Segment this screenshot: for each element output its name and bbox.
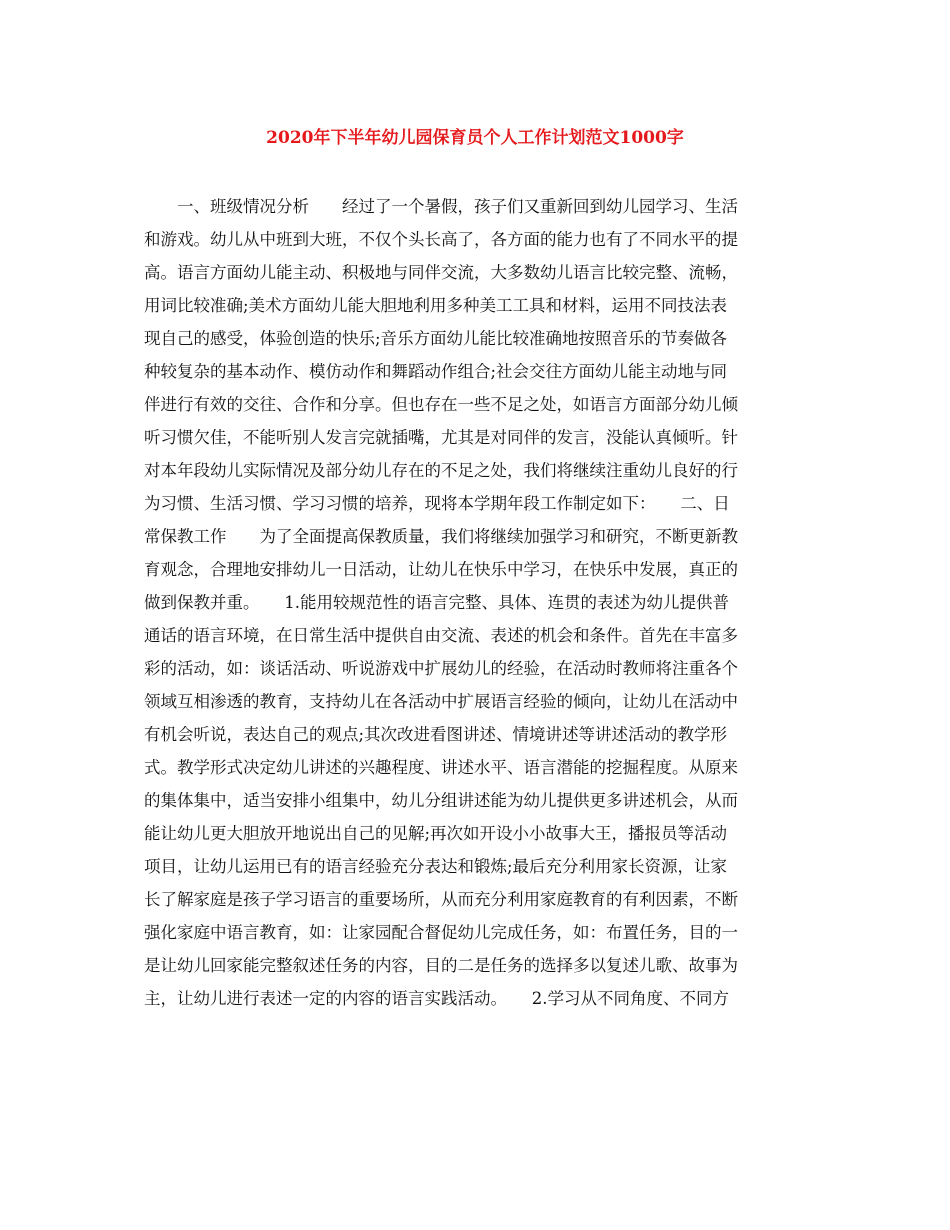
body-line: 能让幼儿更大胆放开地说出自己的见解;再次如开设小小故事大王，播报员等活动 [144, 824, 728, 843]
body-line: 长了解家庭是孩子学习语言的重要场所，从而充分利用家庭教育的有利因素，不断 [144, 890, 738, 909]
body-line: 是让幼儿回家能完整叙述任务的内容，目的二是任务的选择多以复述儿歌、故事为 [144, 956, 738, 975]
body-line: 有机会听说，表达自己的观点;其次改进看图讲述、情境讲述等讲述活动的教学形 [144, 725, 728, 744]
body-line: 现自己的感受，体验创造的快乐;音乐方面幼儿能比较准确地按照音乐的节奏做各 [144, 329, 728, 348]
body-line: 常保教工作 为了全面提高保教质量，我们将继续加强学习和研究，不断更新教 [144, 527, 738, 546]
body-line: 主，让幼儿进行表述一定的内容的语言实践活动。 2.学习从不同角度、不同方 [144, 989, 729, 1008]
body-line: 通话的语言环境，在日常生活中提供自由交流、表述的机会和条件。首先在丰富多 [144, 626, 738, 645]
body-line: 对本年段幼儿实际情况及部分幼儿存在的不足之处，我们将继续注重幼儿良好的行 [144, 461, 738, 480]
body-line: 用词比较准确;美术方面幼儿能大胆地利用多种美工工具和材料，运用不同技法表 [144, 296, 728, 315]
body-line: 高。语言方面幼儿能主动、积极地与同伴交流，大多数幼儿语言比较完整、流畅， [144, 263, 738, 282]
document-title: 2020年下半年幼儿园保育员个人工作计划范文1000字 [266, 128, 684, 148]
body-line: 的集体集中，适当安排小组集中，幼儿分组讲述能为幼儿提供更多讲述机会，从而 [144, 791, 738, 810]
body-line: 种较复杂的基本动作、模仿动作和舞蹈动作组合;社会交往方面幼儿能主动地与同 [144, 362, 728, 381]
body-line: 彩的活动，如：谈话活动、听说游戏中扩展幼儿的经验，在活动时教师将注重各个 [144, 659, 738, 678]
body-line: 为习惯、生活习惯、学习习惯的培养，现将本学期年段工作制定如下： 二、日 [144, 494, 730, 513]
document-body [144, 190, 814, 1015]
body-line: 伴进行有效的交往、合作和分享。但也存在一些不足之处，如语言方面部分幼儿倾 [144, 395, 738, 414]
body-line: 强化家庭中语言教育，如：让家园配合督促幼儿完成任务，如：布置任务，目的一 [144, 923, 738, 942]
body-line: 做到保教并重。 1.能用较规范性的语言完整、具体、连贯的表述为幼儿提供普 [144, 593, 729, 612]
body-line: 项目，让幼儿运用已有的语言经验充分表达和锻炼;最后充分利用家长资源，让家 [144, 857, 728, 876]
body-line: 式。教学形式决定幼儿讲述的兴趣程度、讲述水平、语言潜能的挖掘程度。从原来 [144, 758, 738, 777]
body-line: 领域互相渗透的教育，支持幼儿在各活动中扩展语言经验的倾向，让幼儿在活动中 [144, 692, 738, 711]
body-line: 听习惯欠佳，不能听别人发言完就插嘴，尤其是对同伴的发言，没能认真倾听。针 [144, 428, 738, 447]
body-line: 一、班级情况分析 经过了一个暑假，孩子们又重新回到幼儿园学习、生活 [144, 197, 738, 216]
body-line: 和游戏。幼儿从中班到大班，不仅个头长高了，各方面的能力也有了不同水平的提 [144, 230, 738, 249]
body-line: 育观念，合理地安排幼儿一日活动，让幼儿在快乐中学习，在快乐中发展，真正的 [144, 560, 738, 579]
